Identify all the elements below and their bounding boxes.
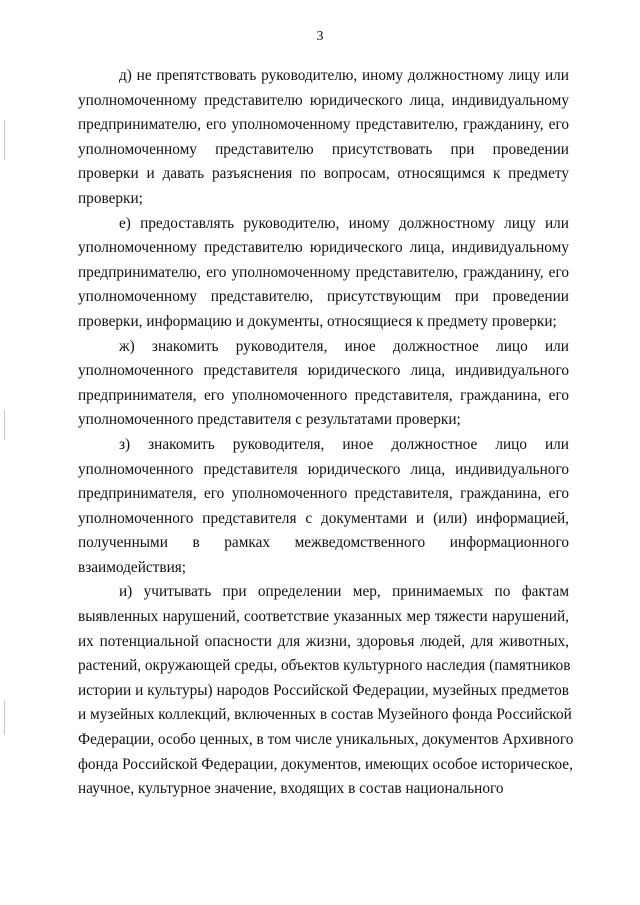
- text-line: проверки, информацию и документы, относящиеся к предмету проверки;: [78, 312, 557, 330]
- page-number: 3: [316, 29, 324, 44]
- text-line: уполномоченного представителя юридического лица, индивидуального: [78, 362, 569, 380]
- text-line: их потенциальной опасности для жизни, здоровья людей, для животных,: [78, 632, 569, 650]
- paragraph: [78, 212, 569, 335]
- text-line: взаимодействия;: [78, 558, 187, 576]
- text-line: и музейных коллекций, включенных в состав Музейного фонда Российской: [78, 706, 572, 724]
- scan-edge-mark: [4, 700, 5, 735]
- paragraph: [78, 433, 569, 581]
- text-line: научное, культурное значение, входящих в состав национального: [78, 780, 504, 798]
- paragraph: [78, 580, 574, 801]
- text-line: уполномоченного представителя юридического лица, индивидуального: [78, 460, 569, 478]
- text-line: полученными в рамках межведомственного информационного: [78, 534, 569, 552]
- text-line: уполномоченному представителю, присутствующим при проведении: [78, 288, 569, 306]
- text-line: предпринимателя, его уполномоченного представителя, гражданина, его: [78, 386, 569, 404]
- scan-edge-mark: [4, 120, 5, 160]
- document-body: [78, 64, 574, 802]
- text-line: д) не препятствовать руководителю, иному должностному лицу или: [119, 67, 569, 84]
- text-line: и) учитывать при определении мер, принимаемых по фактам: [119, 583, 569, 601]
- text-line: выявленных нарушений, соответствие указанных мер тяжести нарушений,: [78, 608, 569, 626]
- text-line: проверки и давать разъяснения по вопросам, относящимся к предмету: [78, 165, 569, 183]
- text-line: уполномоченному представителю юридического лица, индивидуальному: [78, 91, 569, 109]
- text-line: Федерации, особо ценных, в том числе уникальных, документов Архивного: [78, 731, 574, 749]
- text-line: е) предоставлять руководителю, иному должностному лицу или: [119, 214, 569, 232]
- text-line: уполномоченному представителю юридического лица, индивидуальному: [78, 239, 569, 257]
- text-line: фонда Российской Федерации, документов, имеющих особое историческое,: [78, 755, 573, 773]
- text-line: предпринимателю, его уполномоченному представителю, гражданину, его: [78, 116, 569, 134]
- text-line: уполномоченному представителю присутствовать при проведении: [78, 140, 569, 158]
- scan-edge-mark: [4, 410, 5, 440]
- text-line: растений, окружающей среды, объектов культурного наследия (памятников: [78, 657, 571, 675]
- paragraph: [78, 335, 569, 433]
- paragraph: [78, 64, 569, 212]
- text-line: предпринимателю, его уполномоченному представителю, гражданину, его: [78, 263, 569, 281]
- text-line: з) знакомить руководителя, иное должностное лицо или: [119, 435, 569, 453]
- text-line: ж) знакомить руководителя, иное должностное лицо или: [119, 337, 569, 355]
- text-line: предпринимателя, его уполномоченного представителя, гражданина, его: [78, 485, 569, 503]
- text-line: уполномоченного представителя с результатами проверки;: [78, 411, 461, 429]
- text-line: истории и культуры) народов Российской Федерации, музейных предметов: [78, 681, 569, 699]
- text-line: проверки;: [78, 189, 143, 207]
- text-line: уполномоченного представителя с документами и (или) информацией,: [78, 509, 569, 527]
